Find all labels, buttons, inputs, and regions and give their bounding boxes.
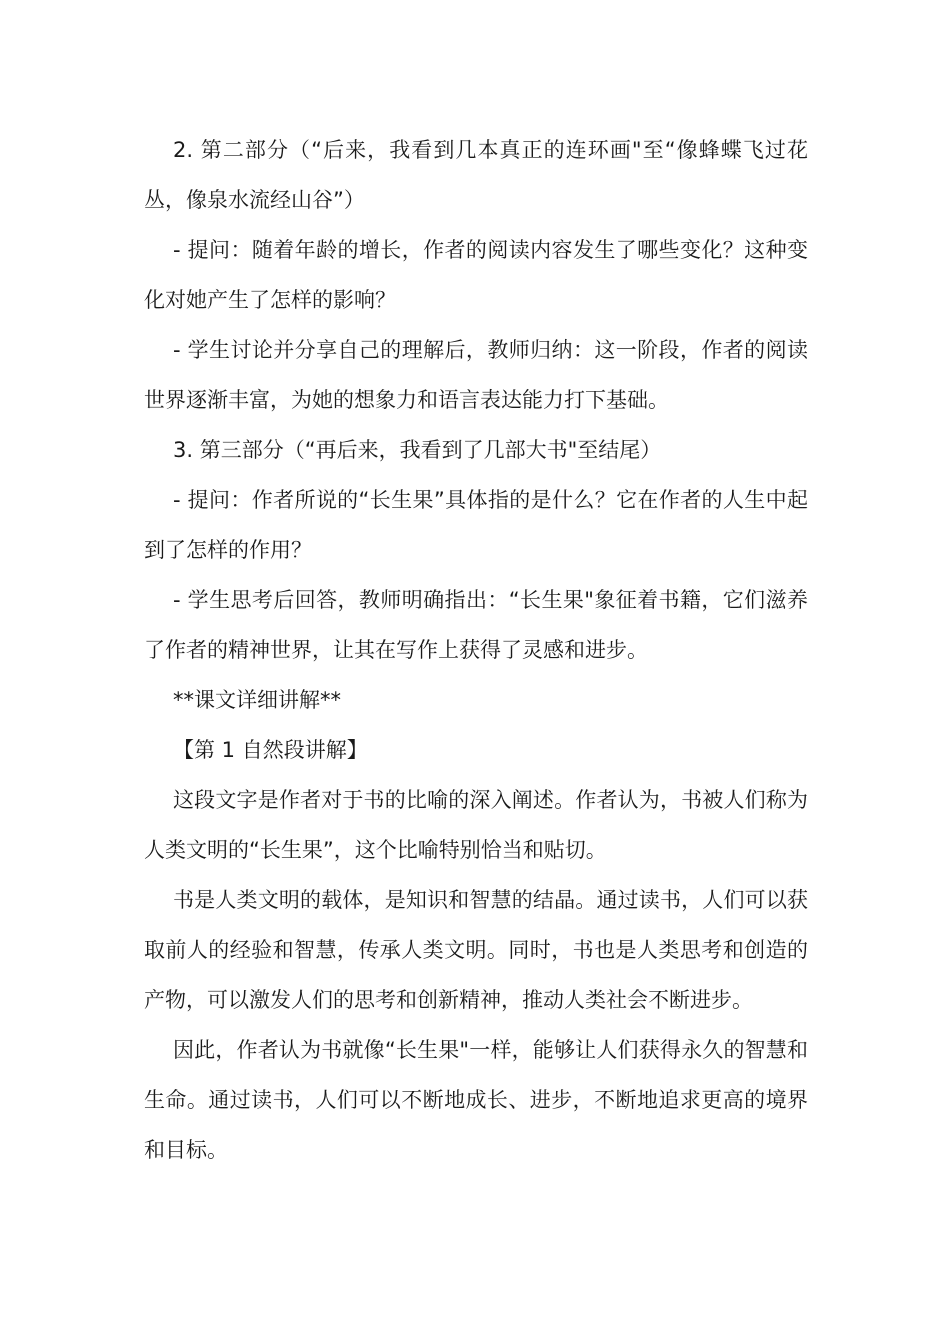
paragraph-part-three-heading: 3. 第三部分（“再后来，我看到了几部大书"至结尾） (173, 438, 662, 462)
paragraph-conclusion: 因此，作者认为书就像“长生果"一样，能够让人们获得永久的智慧和生命。通过读书，人们可以不断地成长、进步，不断地追求更高的境界和目标。 (144, 1038, 808, 1162)
paragraph-teacher-summary-stage: - 学生讨论并分享自己的理解后，教师归纳：这一阶段，作者的阅读世界逐渐丰富，为她的想象力和语言表达能力打下基础。 (144, 338, 808, 412)
paragraph-question-reading-change: - 提问：随着年龄的增长，作者的阅读内容发生了哪些变化？这种变化对她产生了怎样的影响？ (144, 238, 808, 312)
paragraph-question-longevity-fruit: - 提问：作者所说的“长生果”具体指的是什么？它在作者的人生中起到了怎样的作用？ (144, 488, 808, 562)
subheading-paragraph-one-explanation: 【第 1 自然段讲解】 (173, 738, 368, 762)
paragraph-metaphor-explanation: 这段文字是作者对于书的比喻的深入阐述。作者认为，书被人们称为人类文明的“长生果”，这个比喻特别恰当和贴切。 (144, 788, 808, 862)
paragraph-part-two-heading: 2. 第二部分（“后来，我看到几本真正的连环画"至“像蜂蝶飞过花丛，像泉水流经山谷”） (144, 138, 808, 212)
section-heading-detailed-explanation: **课文详细讲解** (173, 688, 341, 712)
document-body (144, 125, 808, 1175)
paragraph-teacher-answer-books: - 学生思考后回答，教师明确指出：“长生果"象征着书籍，它们滋养了作者的精神世界，让其在写作上获得了灵感和进步。 (144, 588, 808, 662)
paragraph-books-carrier-of-civilization: 书是人类文明的载体，是知识和智慧的结晶。通过读书，人们可以获取前人的经验和智慧，传承人类文明。同时，书也是人类思考和创造的产物，可以激发人们的思考和创新精神，推动人类社会不断进步。 (144, 888, 808, 1012)
